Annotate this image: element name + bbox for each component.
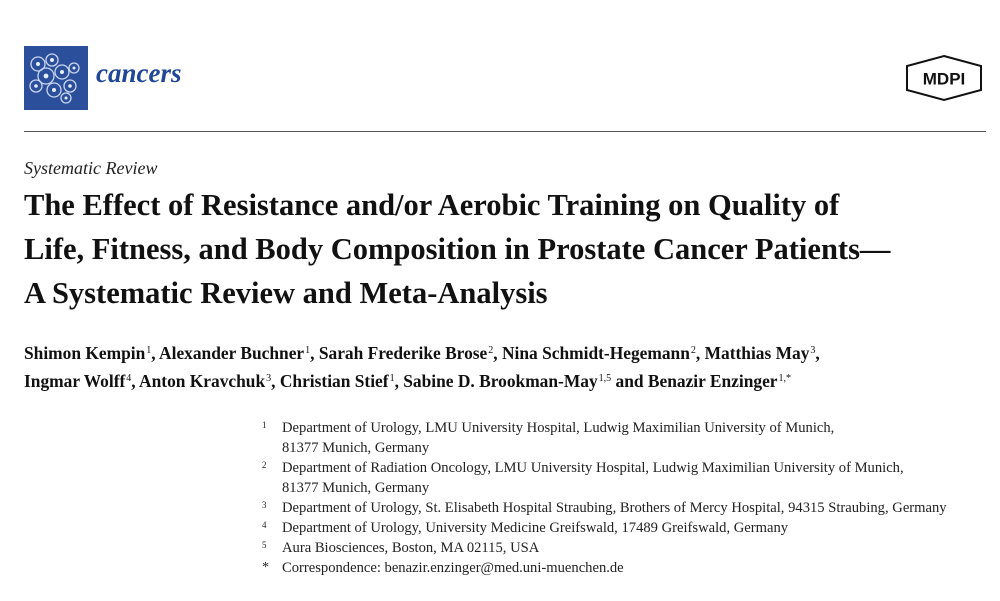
author-name: Alexander Buchner [159,343,305,363]
author-separator: , [493,343,502,363]
author-name: Nina Schmidt-Hegemann [501,343,690,363]
affiliation-line: 81377 Munich, Germany [282,480,430,496]
affiliation-line: Department of Radiation Oncology, LMU University Hospital, Ludwig Maximilian University of Munich, [282,460,904,476]
author-separator: , [815,343,820,363]
affiliation [262,418,982,458]
title-line: The Effect of Resistance and/or Aerobic Training on Quality of [24,188,840,222]
affiliation-marker: 2 [262,460,267,470]
author-name: Benazir Enzinger [647,371,778,391]
author-name: Christian Stief [279,371,389,391]
affiliation-marker: * [262,560,269,575]
correspondence-line[interactable]: Correspondence: benazir.enzinger@med.uni-muenchen.de [282,560,624,576]
author-aff: 4 [126,373,132,384]
author[interactable] [319,343,493,363]
author-name: Sabine D. Brookman-May [403,371,598,391]
affiliation-list [262,418,982,578]
affiliation [262,518,982,538]
author-separator: , [310,343,319,363]
author-list [24,338,989,394]
author[interactable] [139,371,271,391]
author-aff: 1,* [778,373,792,384]
cells-icon [24,46,88,110]
author-name: Sarah Frederike Brose [318,343,488,363]
author[interactable] [502,343,696,363]
title-line: Life, Fitness, and Body Composition in Prostate Cancer Patients— [24,232,891,266]
affiliation [262,558,982,578]
author-aff: 3 [266,373,272,384]
author-aff: 2 [690,345,696,356]
title-line: A Systematic Review and Meta-Analysis [24,276,548,310]
journal-logo [24,46,88,110]
author[interactable] [280,371,395,391]
affiliation-line: Department of Urology, University Medicine Greifswald, 17489 Greifswald, Germany [282,520,789,536]
affiliation-marker: 5 [262,540,267,550]
author-separator: , [151,343,160,363]
author-aff: 2 [488,345,494,356]
publisher-name: MDPI [922,69,966,89]
affiliation-marker: 4 [262,520,267,530]
journal-name: cancers [96,58,182,88]
author-name: Ingmar Wolff [24,371,126,391]
author-name: Shimon Kempin [24,343,146,363]
author[interactable] [648,371,791,391]
author-separator: and [611,371,648,391]
author[interactable] [403,371,611,391]
author-aff: 1 [146,345,152,356]
author-name: Anton Kravchuk [139,371,266,391]
author-aff: 1,5 [598,373,612,384]
affiliation-line: Department of Urology, LMU University Hospital, Ludwig Maximilian University of Munich, [282,420,835,436]
publisher-logo [904,54,984,102]
author-separator: , [131,371,140,391]
article-type: Systematic Review [24,158,158,178]
author-name: Matthias May [704,343,810,363]
author[interactable] [24,371,131,391]
affiliation-line: Department of Urology, St. Elisabeth Hospital Straubing, Brothers of Mercy Hospital, 94315 Straubing, Germany [282,500,947,516]
author-separator: , [695,343,705,363]
affiliation-marker: 1 [262,420,267,430]
affiliation-line: Aura Biosciences, Boston, MA 02115, USA [282,540,540,556]
author-aff: 1 [305,345,311,356]
author[interactable] [159,343,310,363]
header-divider [24,131,986,132]
affiliation [262,458,982,498]
affiliation-line: 81377 Munich, Germany [282,440,430,456]
author[interactable] [705,343,816,363]
author-separator: , [394,371,404,391]
author-separator: , [271,371,280,391]
author[interactable] [24,343,151,363]
affiliation [262,498,982,518]
author-aff: 1 [389,373,395,384]
author-aff: 3 [810,345,816,356]
affiliation-marker: 3 [262,500,267,510]
affiliation [262,538,982,558]
article-title [24,183,989,315]
